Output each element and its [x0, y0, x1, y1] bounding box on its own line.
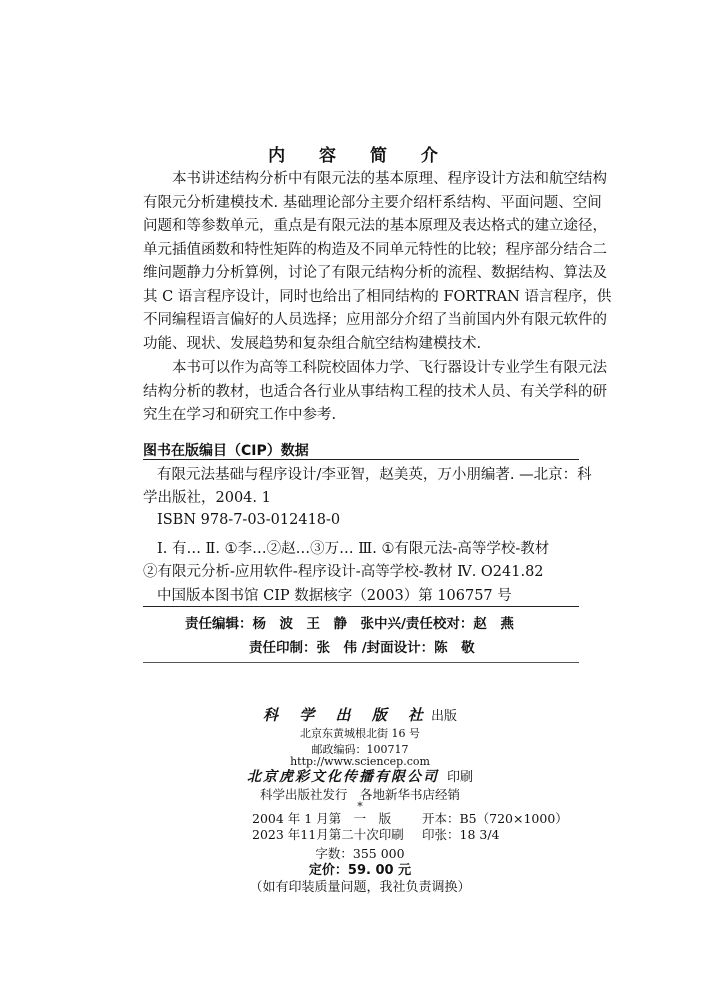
intro-line: 不同编程语言偏好的人员选择；应用部分介绍了当前国内外有限元软件的: [143, 312, 607, 328]
cip-class-line: Ⅰ. 有… Ⅱ. ①李…②赵…③万… Ⅲ. ①有限元法-高等学校-教材: [157, 541, 550, 557]
printer-line: [0, 766, 720, 786]
intro-line: 单元插值函数和特性矩阵的构造及不同单元特性的比较；程序部分结合二: [143, 241, 607, 258]
cip-desc-line: 有限元法基础与程序设计/李亚智，赵美英，万小朋编著. —北京：科: [157, 467, 592, 483]
intro-line: 其 C 语言程序设计，同时也给出了相同结构的 FORTRAN 语言程序，供: [143, 288, 612, 305]
publisher-name: 科 学 出 版 社: [263, 706, 431, 724]
cip-heading: 图书在版编目（CIP）数据: [143, 443, 309, 459]
cip-description: [143, 464, 592, 510]
cip-bottom-rule: [143, 606, 579, 607]
intro-line: 结构分析的教材，也适合各行业从事结构工程的技术人员、有关学科的研: [143, 383, 607, 400]
book-format: 开本：B5（720×1000）: [422, 811, 568, 826]
cip-number: 中国版本图书馆 CIP 数据核字（2003）第 106757 号: [157, 588, 512, 604]
credits-editors: 责任编辑：杨 波 王 静 张中兴/责任校对：赵 燕: [185, 616, 514, 632]
credits-rule: [143, 662, 579, 663]
first-edition: 2004 年 1 月第 一 版: [252, 811, 392, 826]
price: 定价：59. 00 元: [308, 863, 412, 878]
quality-notice: （如有印装质量问题，我社负责调换）: [249, 880, 471, 895]
intro-line: 本书可以作为高等工科院校固体力学、飞行器设计专业学生有限元法: [172, 360, 607, 376]
publisher-line: [0, 704, 720, 725]
publisher-address: 北京东黄城根北街 16 号: [300, 727, 420, 740]
cip-desc-line: 学出版社，2004. 1: [143, 490, 271, 506]
printer-name: 北京虎彩文化传播有限公司: [246, 769, 439, 785]
publisher-postcode: 邮政编码：100717: [311, 743, 409, 756]
intro-line: 问题和等参数单元，重点是有限元法的基本原理及表达格式的建立途径，: [143, 218, 607, 234]
edition-info: [252, 811, 568, 843]
intro-paragraph-2: [143, 357, 607, 428]
intro-paragraph-1: [143, 168, 612, 356]
intro-line: 究生在学习和研究工作中参考.: [143, 407, 337, 423]
intro-line: 功能、现状、发展趋势和复杂组合航空结构建模技术.: [143, 335, 482, 352]
printing: 2023 年11月第二十次印刷: [252, 827, 404, 842]
publisher-website: http://www.sciencep.com: [290, 755, 430, 768]
word-count: 字数：355 000: [315, 846, 405, 861]
page-title: 内 容 简 介: [268, 146, 452, 166]
distribution: 科学出版社发行 各地新华书店经销: [259, 787, 460, 802]
intro-line: 有限元分析建模技术. 基础理论部分主要介绍杆系结构、平面问题、空间: [143, 194, 602, 211]
intro-line: 本书讲述结构分析中有限元法的基本原理、程序设计方法和航空结构: [172, 171, 607, 187]
publisher-suffix: 出版: [430, 709, 457, 724]
cip-top-rule: [143, 459, 579, 460]
cip-classification: [143, 538, 549, 584]
separator-asterisk: *: [357, 800, 363, 813]
printer-suffix: 印刷: [446, 770, 473, 785]
sheets: 印张：18 3/4: [422, 827, 500, 842]
credits-print-cover: 责任印制：张 伟 /封面设计：陈 敬: [249, 640, 475, 656]
cip-class-line: ②有限元分析-应用软件-程序设计-高等学校-教材 Ⅳ. O241.82: [143, 564, 544, 580]
cip-isbn: ISBN 978-7-03-012418-0: [157, 512, 341, 528]
intro-line: 维问题静力分析算例，讨论了有限元结构分析的流程、数据结构、算法及: [143, 265, 607, 281]
